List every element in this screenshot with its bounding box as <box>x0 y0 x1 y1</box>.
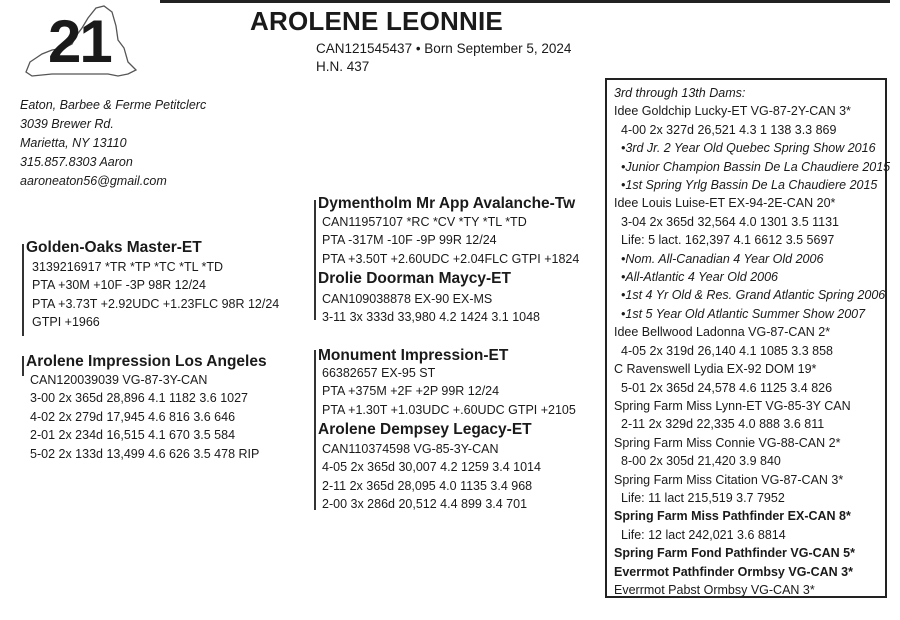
sire-line: 3139216917 *TR *TP *TC *TL *TD <box>32 260 224 274</box>
sire-sire-line: PTA +3.50T +2.60UDC +2.04FLC GTPI +1824 <box>322 251 580 266</box>
lot-number: 21 <box>48 8 111 75</box>
sire-line: PTA +30M +10F -3P 98R 12/24 <box>32 278 206 293</box>
dam-details <box>30 371 259 463</box>
sire-name: Golden-Oaks Master-ET <box>26 239 202 256</box>
dams-box-line: Idee Louis Luise-ET EX-94-2E-CAN 20* <box>614 196 836 211</box>
sire-dam-details <box>322 290 540 327</box>
dams-box-line: •All-Atlantic 4 Year Old 2006 <box>621 270 779 285</box>
dam-dam-line: CAN110374598 VG-85-3Y-CAN <box>322 442 499 456</box>
dams-box-line: 3-04 2x 365d 32,564 4.0 1301 3.5 1131 <box>621 214 840 229</box>
dam-line: 3-00 2x 365d 28,896 4.1 1182 3.6 1027 <box>30 391 249 406</box>
dams-box-line: Spring Farm Miss Lynn-ET VG-85-3Y CAN <box>614 398 851 413</box>
dams-box-line: Spring Farm Miss Connie VG-88-CAN 2* <box>614 435 841 450</box>
dams-box-line: •1st Spring Yrlg Bassin De La Chaudiere 2015 <box>621 178 878 193</box>
sire-details <box>32 258 279 332</box>
dams-box-line: Spring Farm Miss Citation VG-87-CAN 3* <box>614 472 844 487</box>
dam-dam-name: Arolene Dempsey Legacy-ET <box>318 421 532 438</box>
dams-box-line: •3rd Jr. 2 Year Old Quebec Spring Show 2016 <box>621 141 876 156</box>
dams-box-line: •Nom. All-Canadian 4 Year Old 2006 <box>621 251 824 266</box>
dam-line: 2-01 2x 234d 16,515 4.1 670 3.5 584 <box>30 428 236 443</box>
animal-name-title: AROLENE LEONNIE <box>250 6 503 36</box>
owner-info <box>20 96 206 191</box>
dam-dam-line: 2-00 3x 286d 20,512 4.4 899 3.4 701 <box>322 497 528 512</box>
header-rule <box>160 0 890 3</box>
dams-box-line: Spring Farm Miss Pathfinder EX-CAN 8* <box>614 509 851 524</box>
dams-box-line: Everrmot Pathfinder Ormbsy VG-CAN 3* <box>614 564 853 579</box>
dams-box-line: 8-00 2x 305d 21,420 3.9 840 <box>621 454 781 469</box>
sire-sire-line: CAN11957107 *RC *CV *TY *TL *TD <box>322 215 527 229</box>
sire-sire-name: Dymentholm Mr App Avalanche-Tw <box>318 195 576 212</box>
sire-line: PTA +3.73T +2.92UDC +1.23FLC 98R 12/24 <box>32 296 280 311</box>
dam-dam-line: 4-05 2x 365d 30,007 4.2 1259 3.4 1014 <box>322 460 541 475</box>
dams-box-line: •1st 4 Yr Old & Res. Grand Atlantic Spring 2006 <box>621 288 886 303</box>
owner-email: aaroneaton56@gmail.com <box>20 174 167 188</box>
dams-box-line: 4-05 2x 319d 26,140 4.1 1085 3.3 858 <box>621 343 833 358</box>
dam-bracket <box>22 356 24 376</box>
dams-box-line: Life: 5 lact. 162,397 4.1 6612 3.5 5697 <box>621 233 835 248</box>
sire-side-bracket <box>314 200 316 320</box>
dams-box-heading: 3rd through 13th Dams: <box>614 86 746 100</box>
dams-box-line: Idee Bellwood Ladonna VG-87-CAN 2* <box>614 325 831 340</box>
sire-sire-line: PTA -317M -10F -9P 99R 12/24 <box>322 233 497 248</box>
registration-birth-line: CAN121545437 • Born September 5, 2024 <box>316 41 572 56</box>
sire-dam-line: CAN109038878 EX-90 EX-MS <box>322 292 493 306</box>
owner-street: 3039 Brewer Rd. <box>20 117 114 131</box>
dams-box-line: •Junior Champion Bassin De La Chaudiere 2015 <box>621 159 891 174</box>
dams-box-line: 5-01 2x 365d 24,578 4.6 1125 3.4 826 <box>621 380 833 395</box>
dams-box-line: Idee Goldchip Lucky-ET VG-87-2Y-CAN 3* <box>614 104 851 119</box>
sire-dam-line: 3-11 3x 333d 33,980 4.2 1424 3.1 1048 <box>322 310 541 325</box>
dam-side-bracket <box>314 350 316 510</box>
dams-box-line: Life: 12 lact 242,021 3.6 8814 <box>621 527 786 542</box>
dams-box-line: Spring Farm Fond Pathfinder VG-CAN 5* <box>614 546 855 561</box>
dam-sire-line: PTA +1.30T +1.03UDC +.60UDC GTPI +2105 <box>322 402 576 417</box>
owner-names: Eaton, Barbee & Ferme Petitclerc <box>20 98 207 112</box>
dams-box-line: 4-00 2x 327d 26,521 4.3 1 138 3.3 869 <box>621 122 837 137</box>
dam-line: CAN120039039 VG-87-3Y-CAN <box>30 373 208 387</box>
dam-sire-details <box>322 364 576 419</box>
sire-bracket <box>22 244 24 336</box>
dam-line: 5-02 2x 133d 13,499 4.6 626 3.5 478 RIP <box>30 446 260 461</box>
dams-box-line: •1st 5 Year Old Atlantic Summer Show 2007 <box>621 306 866 321</box>
dam-name: Arolene Impression Los Angeles <box>26 353 267 370</box>
dams-box-line: Life: 11 lact 215,519 3.7 7952 <box>621 490 785 505</box>
dam-sire-line: 66382657 EX-95 ST <box>322 366 436 380</box>
dam-dam-details <box>322 440 541 514</box>
dam-sire-name: Monument Impression-ET <box>318 347 509 364</box>
extended-dams-box <box>605 78 891 598</box>
owner-phone: 315.857.8303 Aaron <box>20 155 133 169</box>
sire-sire-details <box>322 213 579 268</box>
sire-line: GTPI +1966 <box>32 315 100 330</box>
dams-box-line: 2-11 2x 329d 22,335 4.0 888 3.6 811 <box>621 417 825 432</box>
dams-box-line: C Ravenswell Lydia EX-92 DOM 19* <box>614 362 817 377</box>
dam-line: 4-02 2x 279d 17,945 4.6 816 3.6 646 <box>30 409 236 424</box>
dams-box-lines <box>614 102 891 599</box>
dams-box-line: Everrmot Pabst Ormbsy VG-CAN 3* <box>614 582 815 597</box>
owner-city: Marietta, NY 13110 <box>20 136 127 150</box>
sire-dam-name: Drolie Doorman Maycy-ET <box>318 270 511 287</box>
dam-dam-line: 2-11 2x 365d 28,095 4.0 1135 3.4 968 <box>322 478 533 493</box>
herd-number: H.N. 437 <box>316 59 370 74</box>
dam-sire-line: PTA +375M +2F +2P 99R 12/24 <box>322 384 500 399</box>
